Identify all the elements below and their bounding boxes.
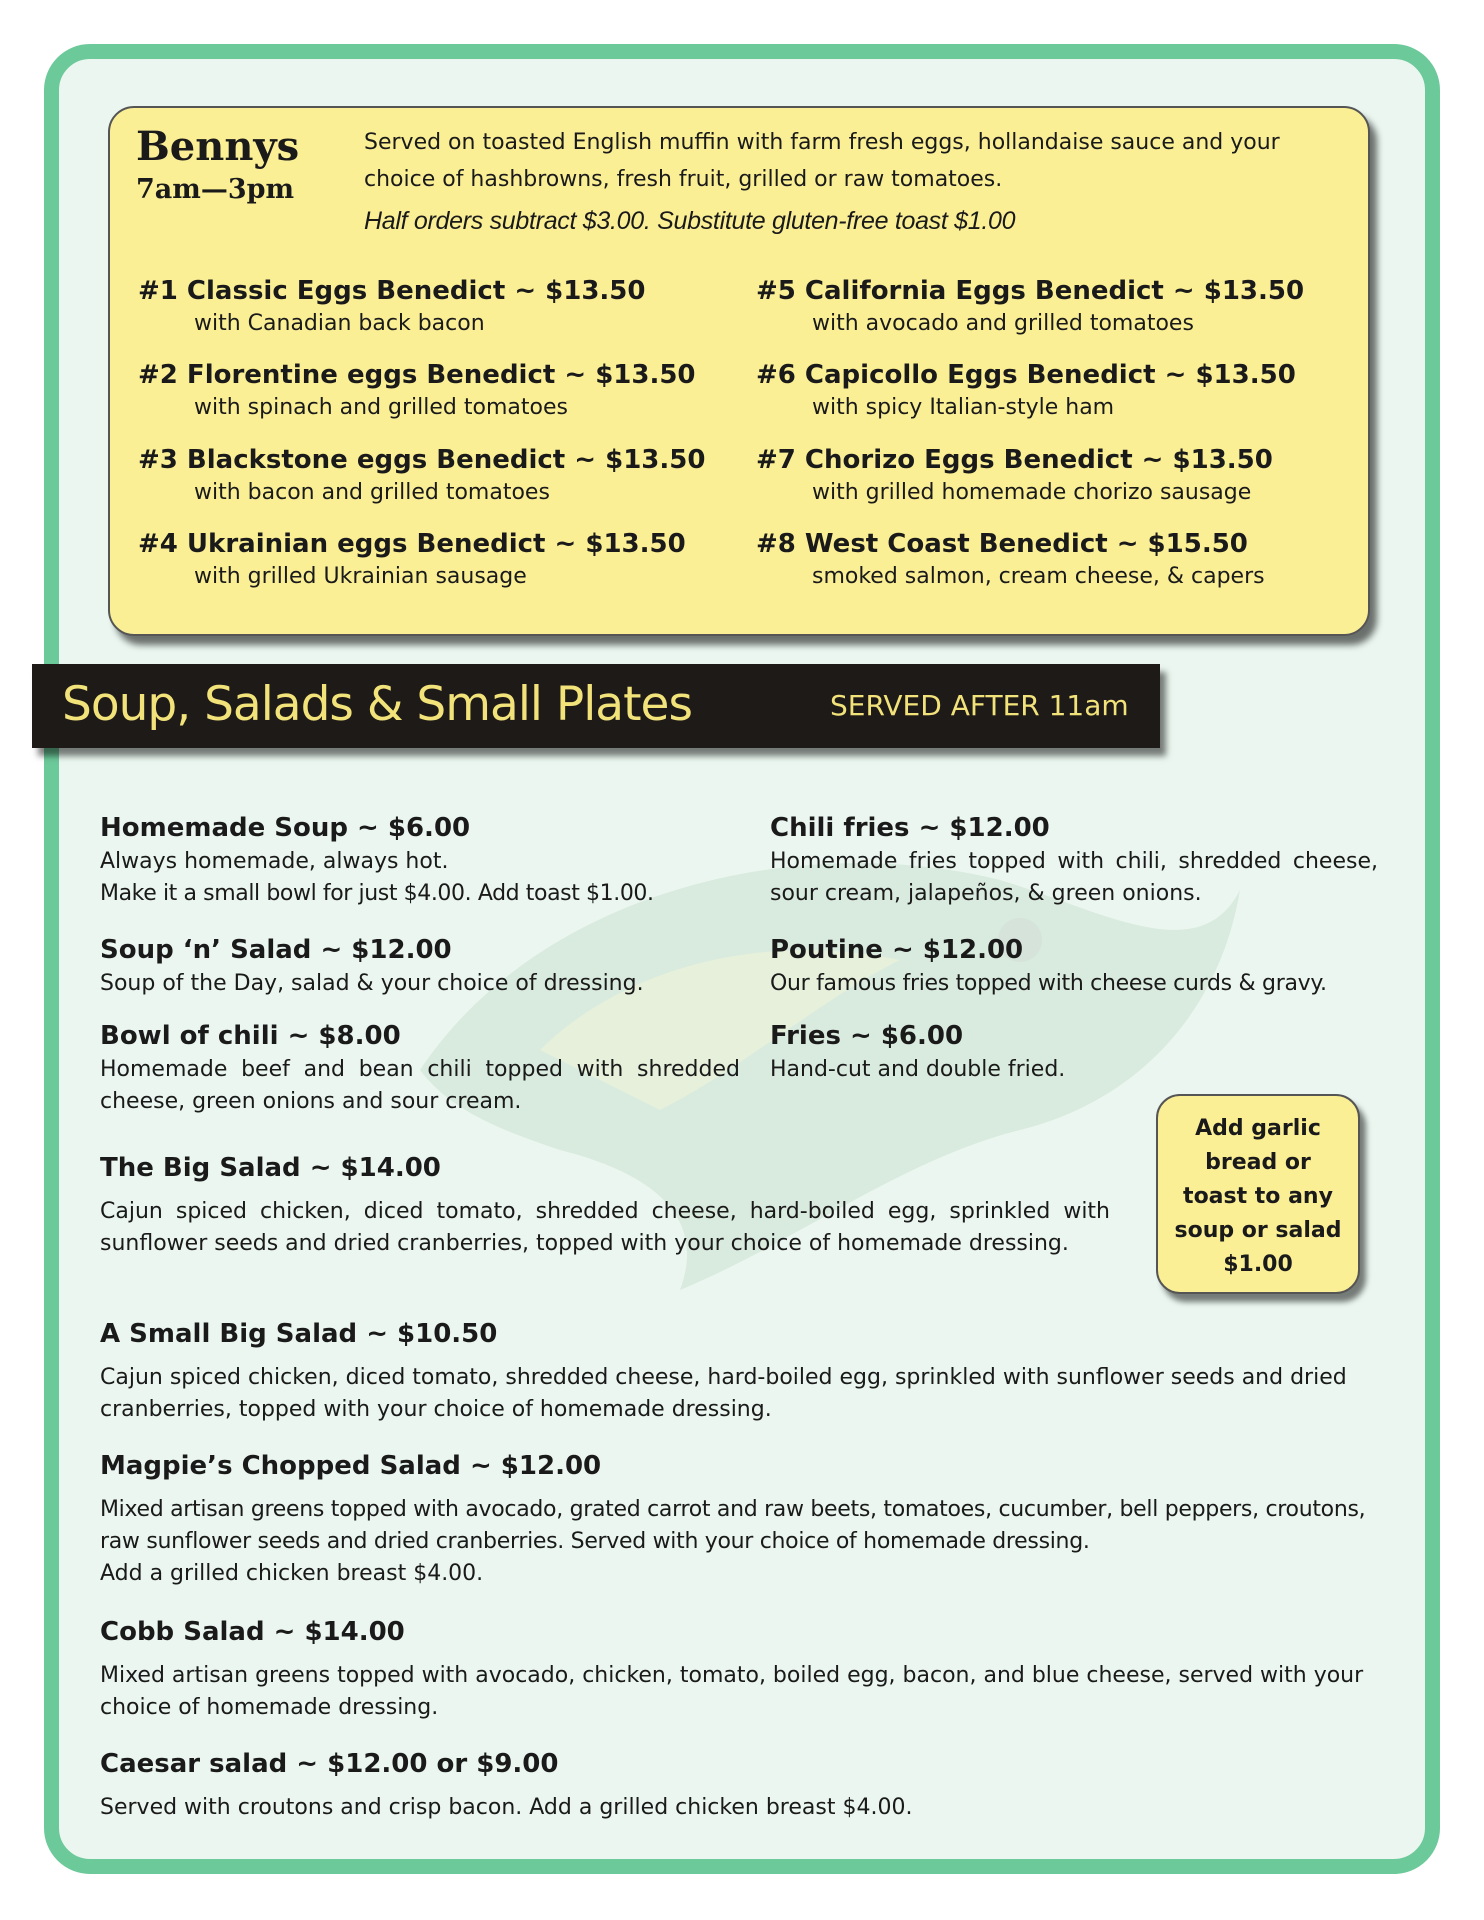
item-desc: Served with croutons and crisp bacon. Add a grilled chicken breast $4.00. bbox=[100, 1795, 913, 1820]
benny-item-8 bbox=[756, 527, 1265, 593]
menu-item-fries bbox=[770, 1018, 1310, 1086]
tip-price: $1.00 bbox=[1223, 1252, 1293, 1277]
item-name: Fries ~ $6.00 bbox=[770, 1021, 964, 1051]
menu-item-chili-fries bbox=[770, 810, 1378, 910]
item-desc: Our famous fries topped with cheese curds & gravy. bbox=[770, 971, 1327, 996]
menu-item-caesar-salad bbox=[100, 1746, 1400, 1824]
menu-item-small-big-salad bbox=[100, 1316, 1396, 1426]
item-desc: Hand-cut and double fried. bbox=[770, 1057, 1066, 1082]
item-name: Magpie’s Chopped Salad ~ $12.00 bbox=[100, 1451, 602, 1481]
item-name: Poutine ~ $12.00 bbox=[770, 935, 1024, 965]
benny-item-name: #3 Blackstone eggs Benedict ~ $13.50 bbox=[138, 445, 706, 475]
benny-item-desc: with Canadian back bacon bbox=[194, 311, 485, 336]
item-name: Soup ‘n’ Salad ~ $12.00 bbox=[100, 935, 452, 965]
menu-item-chopped-salad bbox=[100, 1448, 1400, 1590]
bennys-title: Bennys bbox=[136, 123, 300, 170]
benny-item-name: #1 Classic Eggs Benedict ~ $13.50 bbox=[138, 276, 646, 306]
garlic-bread-tip bbox=[1156, 1094, 1360, 1294]
menu-item-homemade-soup bbox=[100, 810, 740, 910]
item-name: Bowl of chili ~ $8.00 bbox=[100, 1021, 401, 1051]
benny-item-6 bbox=[756, 358, 1296, 424]
section-subtitle: SERVED AFTER 11am bbox=[830, 689, 1129, 722]
benny-item-name: #2 Florentine eggs Benedict ~ $13.50 bbox=[138, 360, 696, 390]
tip-line: bread or bbox=[1205, 1150, 1311, 1175]
item-addon: Add a grilled chicken breast $4.00. bbox=[100, 1561, 484, 1586]
benny-item-1 bbox=[138, 274, 645, 340]
menu-item-cobb-salad bbox=[100, 1614, 1400, 1724]
benny-item-name: #6 Capicollo Eggs Benedict ~ $13.50 bbox=[756, 360, 1296, 390]
tip-line: Add garlic bbox=[1195, 1116, 1321, 1141]
benny-item-4 bbox=[138, 527, 686, 593]
benny-item-desc: with grilled Ukrainian sausage bbox=[194, 564, 527, 589]
benny-item-name: #7 Chorizo Eggs Benedict ~ $13.50 bbox=[756, 445, 1273, 475]
bennys-hours: 7am—3pm bbox=[136, 174, 295, 205]
benny-item-desc: with spinach and grilled tomatoes bbox=[194, 395, 568, 420]
item-desc: Homemade fries topped with chili, shredded cheese, sour cream, jalapeños, & green onions. bbox=[770, 849, 1378, 906]
benny-item-desc: with bacon and grilled tomatoes bbox=[194, 480, 550, 505]
benny-item-7 bbox=[756, 443, 1273, 509]
benny-item-2 bbox=[138, 358, 696, 424]
item-name: The Big Salad ~ $14.00 bbox=[100, 1153, 441, 1183]
item-desc-line: Always homemade, always hot. bbox=[100, 849, 449, 874]
benny-item-desc: with avocado and grilled tomatoes bbox=[812, 311, 1194, 336]
benny-item-5 bbox=[756, 274, 1304, 340]
item-desc: Cajun spiced chicken, diced tomato, shredded cheese, hard-boiled egg, sprinkled with sunflower seeds and dried cranberries, topped with your choice of homemade dressing. bbox=[100, 1199, 1110, 1256]
item-name: A Small Big Salad ~ $10.50 bbox=[100, 1319, 498, 1349]
item-desc-line: Make it a small bowl for just $4.00. Add toast $1.00. bbox=[100, 881, 654, 906]
section-title: Soup, Salads & Small Plates bbox=[62, 677, 692, 732]
bennys-note: Half orders subtract $3.00. Substitute gluten-free toast $1.00 bbox=[364, 207, 1016, 235]
item-desc: Mixed artisan greens topped with avocado, grated carrot and raw beets, tomatoes, cucumber, bell peppers, croutons, raw sunflower seeds and dried cranberries. Served with your choice of homemade dressing. bbox=[100, 1497, 1366, 1554]
benny-item-name: #4 Ukrainian eggs Benedict ~ $13.50 bbox=[138, 529, 686, 559]
item-desc: Soup of the Day, salad & your choice of dressing. bbox=[100, 971, 644, 996]
item-desc: Homemade beef and bean chili topped with shredded cheese, green onions and sour cream. bbox=[100, 1057, 740, 1114]
benny-item-desc: with spicy Italian-style ham bbox=[812, 395, 1115, 420]
tip-line: soup or salad bbox=[1174, 1218, 1342, 1243]
menu-item-bowl-of-chili bbox=[100, 1018, 740, 1118]
menu-item-poutine bbox=[770, 932, 1390, 1000]
benny-item-desc: with grilled homemade chorizo sausage bbox=[812, 480, 1252, 505]
bennys-box bbox=[108, 106, 1370, 636]
tip-line: toast to any bbox=[1183, 1184, 1333, 1209]
menu-item-big-salad bbox=[100, 1150, 1110, 1260]
item-desc: Mixed artisan greens topped with avocado, chicken, tomato, boiled egg, bacon, and blue cheese, served with your choice of homemade dressing. bbox=[100, 1663, 1364, 1720]
item-name: Homemade Soup ~ $6.00 bbox=[100, 813, 471, 843]
benny-item-desc: smoked salmon, cream cheese, & capers bbox=[812, 564, 1265, 589]
item-name: Chili fries ~ $12.00 bbox=[770, 813, 1050, 843]
item-name: Cobb Salad ~ $14.00 bbox=[100, 1617, 405, 1647]
item-name: Caesar salad ~ $12.00 or $9.00 bbox=[100, 1749, 559, 1779]
benny-item-3 bbox=[138, 443, 705, 509]
item-desc: Cajun spiced chicken, diced tomato, shredded cheese, hard-boiled egg, sprinkled with sunflower seeds and dried cranberries, topped with your choice of homemade dressing. bbox=[100, 1365, 1347, 1422]
benny-item-name: #5 California Eggs Benedict ~ $13.50 bbox=[756, 276, 1305, 306]
benny-item-name: #8 West Coast Benedict ~ $15.50 bbox=[756, 529, 1248, 559]
menu-item-soup-n-salad bbox=[100, 932, 740, 1000]
section-banner bbox=[32, 664, 1160, 748]
bennys-description: Served on toasted English muffin with farm fresh eggs, hollandaise sauce and your choice of hashbrowns, fresh fruit, grilled or raw tomatoes. bbox=[364, 130, 1280, 192]
